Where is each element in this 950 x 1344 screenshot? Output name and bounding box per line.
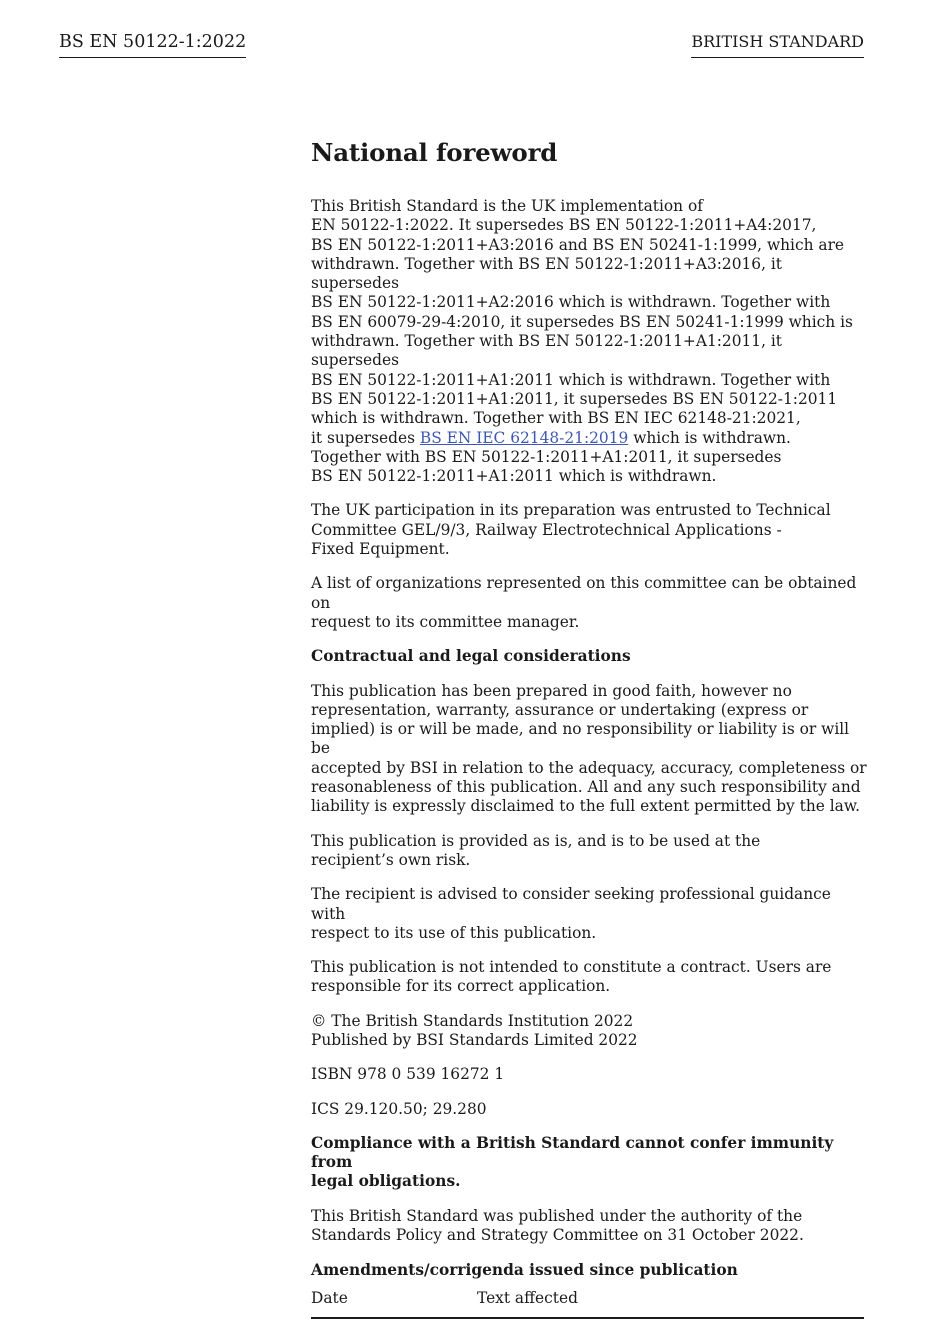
- ics-codes: ICS 29.120.50; 29.280: [311, 1099, 487, 1118]
- participation-paragraph: The UK participation in its preparation was entrusted to Technical Committee GEL/9/3, Railway Electrotechnical Applications - Fixed Equipment.: [311, 501, 831, 559]
- intro-text-start: This British Standard is the UK implementation of EN 50122-1:2022. It supersedes BS EN 50122-1:2011+A4:2017, BS EN 50122-1:2011+A3:2016 and BS EN 50241-1:1999, which are withdrawn. Together with BS EN 50122-1:2011+A3:2016, it supersedes BS EN 50122-1:2011+A2:2016 which is withdrawn. Together with BS EN 60079-29-4:2010, it supersedes BS EN 50241-1:1999 which is withdrawn. Together with BS EN 50122-1:2011+A1:2011, it supersedes BS EN 50122-1:2011+A1:2011 which is withdrawn. Together with BS EN 50122-1:2011+A1:2011, it supersedes BS EN 50122-1:2011 which is withdrawn. Together with BS EN IEC 62148-21:2021, it supersedes: [311, 197, 853, 447]
- header-doc-id: BS EN 50122-1:2022: [59, 31, 246, 58]
- as-is-paragraph: This publication is provided as is, and is to be used at the recipient’s own risk.: [311, 831, 761, 869]
- organizations-paragraph: A list of organizations represented on this committee can be obtained on request to its committee manager.: [311, 574, 857, 631]
- foreword-body: [311, 136, 867, 1319]
- amendments-table: [311, 1289, 864, 1319]
- authority-paragraph: This British Standard was published under the authority of the Standards Policy and Strategy Committee on 31 October 2022.: [311, 1206, 804, 1245]
- guidance-paragraph: The recipient is advised to consider seeking professional guidance with respect to its use of this publication.: [311, 885, 831, 942]
- column-header-date: Date: [311, 1289, 477, 1318]
- intro-text-end: which is withdrawn. Together with BS EN 50122-1:2011+A1:2011, it supersedes BS EN 50122-1:2011+A1:2011 which is withdrawn.: [311, 428, 791, 486]
- good-faith-paragraph: This publication has been prepared in good faith, however no representation, warranty, assurance or undertaking (express or implied) is or will be made, and no responsibility or liability is or will be accepted by BSI in relation to the adequacy, accuracy, completeness or reasonableness of this publication. All and any such responsibility and liability is expressly disclaimed to the full extent permitted by the law.: [311, 681, 867, 816]
- contractual-heading: Contractual and legal considerations: [311, 647, 631, 666]
- header-series: BRITISH STANDARD: [691, 31, 864, 58]
- compliance-statement: Compliance with a British Standard cannot confer immunity from legal obligations.: [311, 1133, 834, 1191]
- intro-paragraph: [311, 197, 867, 486]
- copyright-notice: © The British Standards Institution 2022 Published by BSI Standards Limited 2022: [311, 1011, 638, 1049]
- not-contract-paragraph: This publication is not intended to constitute a contract. Users are responsible for its correct application.: [311, 958, 832, 996]
- column-header-text-affected: Text affected: [477, 1289, 864, 1318]
- isbn: ISBN 978 0 539 16272 1: [311, 1065, 505, 1084]
- page-title: National foreword: [311, 138, 558, 167]
- amendments-title: Amendments/corrigenda issued since publication: [311, 1261, 738, 1280]
- amendments-header-row: [311, 1289, 864, 1318]
- superseded-standard-link[interactable]: BS EN IEC 62148-21:2019: [419, 428, 629, 447]
